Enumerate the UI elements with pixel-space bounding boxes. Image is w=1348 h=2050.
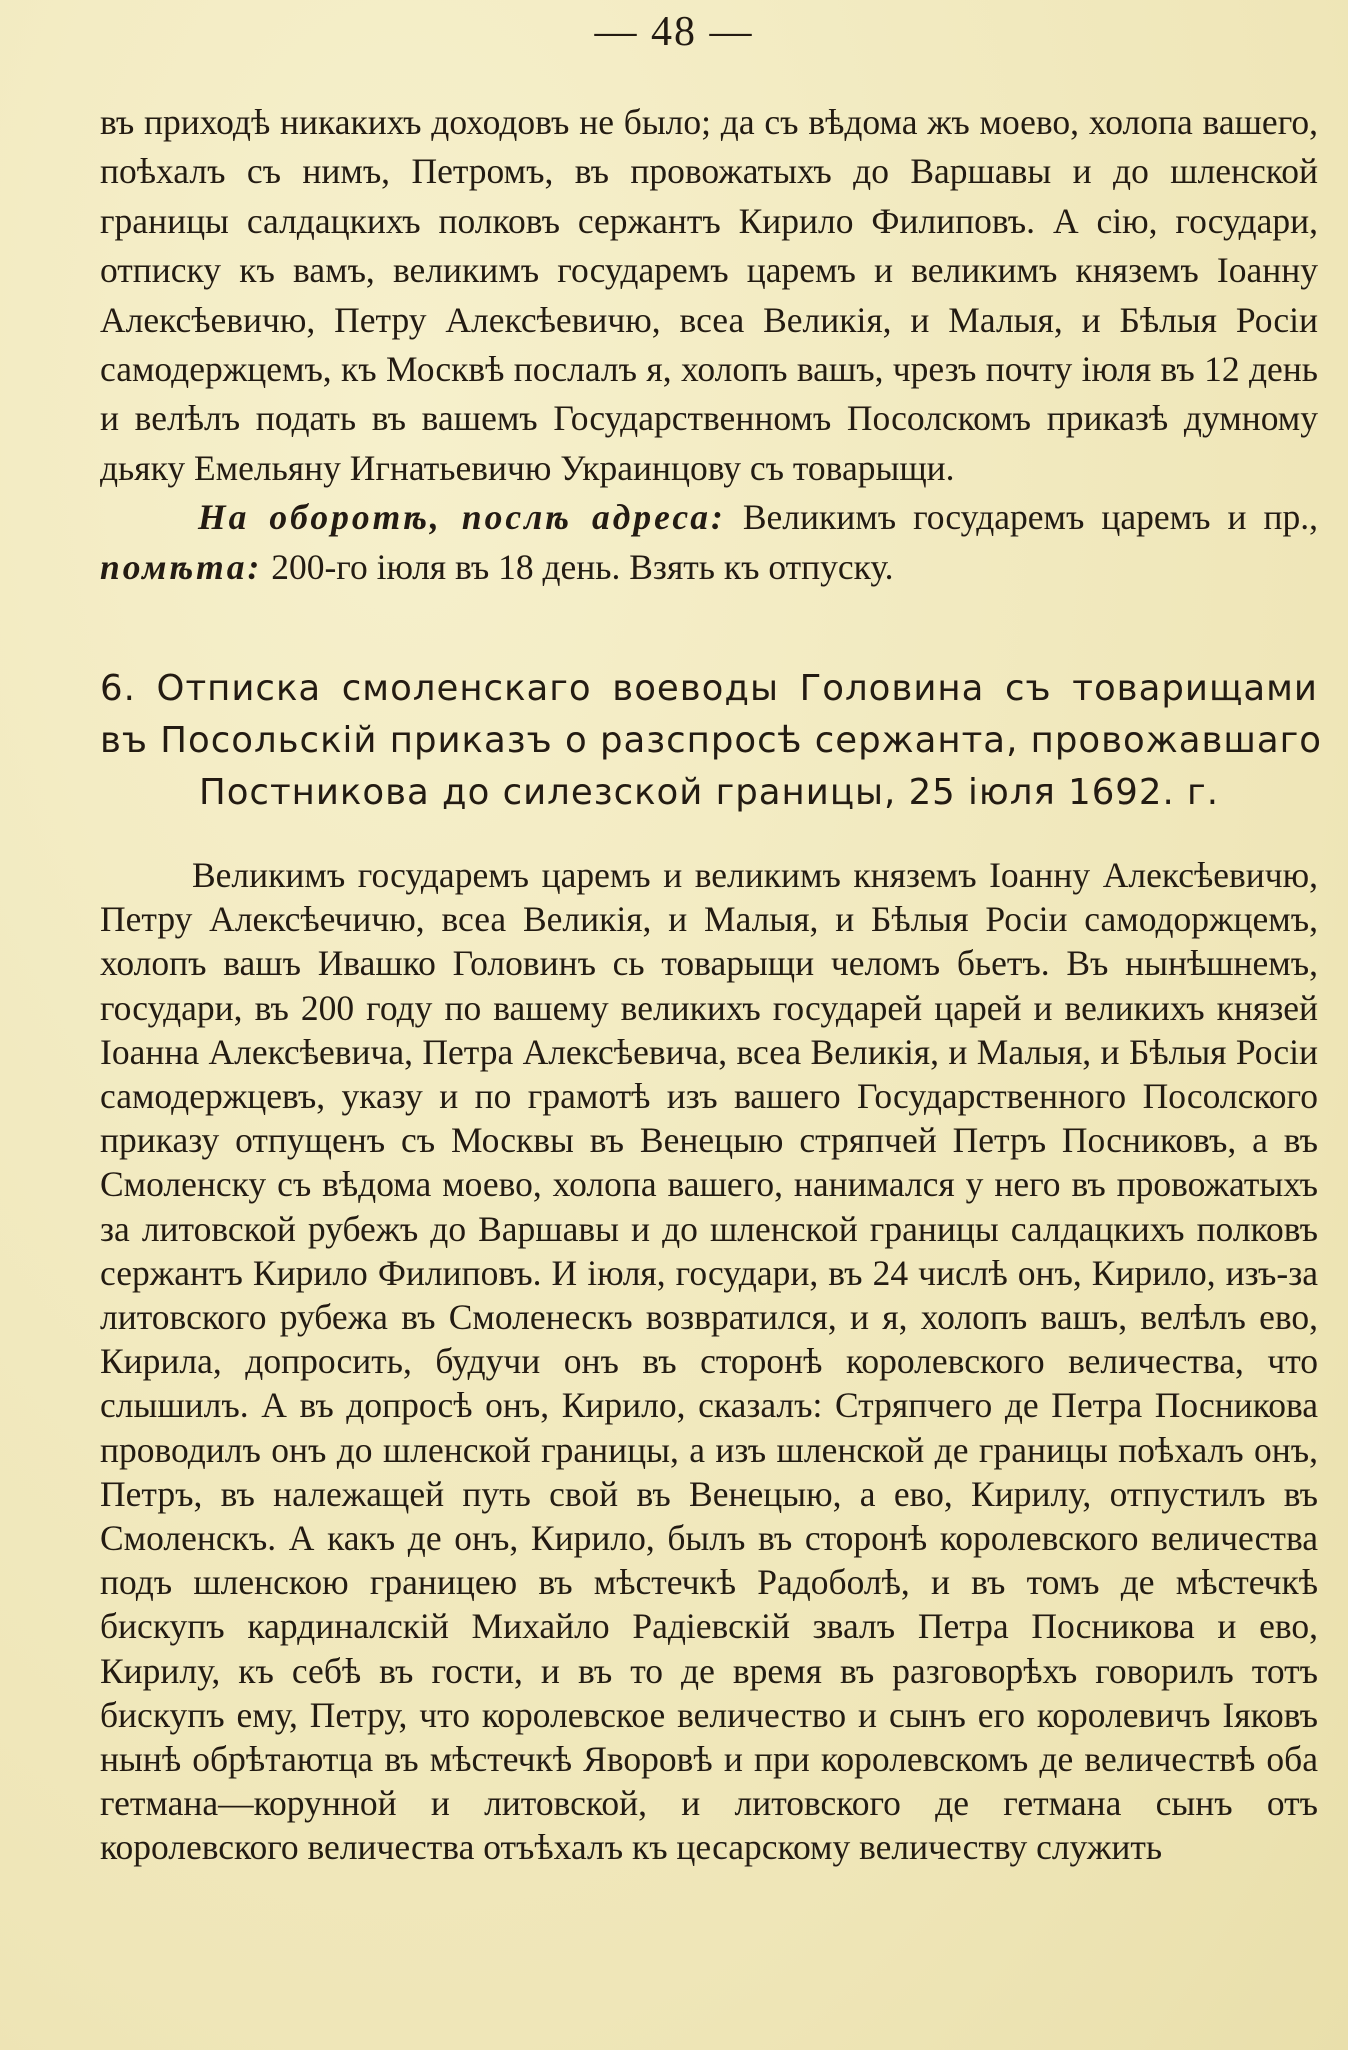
- top-text-block: [100, 98, 1318, 592]
- endorsement-note-label: помѣта:: [100, 546, 263, 587]
- page-number: — 48 —: [594, 9, 754, 55]
- endorsement-label: На оборотѣ, послѣ адреса:: [198, 497, 726, 538]
- body-text-block: [100, 853, 1318, 1870]
- paragraph: Великимъ государемъ царемъ и великимъ княземъ Іоанну Алексѣевичю, Петру Алексѣечичю, всеа Великія, и Малыя, и Бѣлыя Росіи самодоржцемъ, холопъ вашъ Ивашко Головинъ сь товарыщи челомъ бьетъ. Въ нынѣшнемъ, государи, въ 200 году по вашему великихъ государей царей и великихъ князей Іоанна Алексѣевича, Петра Алексѣевича, всеа Великія, и Малыя, и Бѣлыя Росіи самодержцевъ, указу и по грамотѣ изъ вашего Государственного Посолского приказу отпущенъ съ Москвы въ Венецыю стряпчей Петръ Посниковъ, а въ Смоленску съ вѣдома моево, холопа вашего, нанимался у него въ провожатыхъ за литовской рубежъ до Варшавы и до шленской границы салдацкихъ полковъ сержантъ Кирило Филиповъ. И іюля, государи, въ 24 числѣ онъ, Кирило, изъ-за литовского рубежа въ Смоленескъ возвратился, и я, холопъ вашъ, велѣлъ ево, Кирила, допросить, будучи онъ въ сторонѣ королевского величества, что слышилъ. А въ допросѣ онъ, Кирило, сказалъ: Стряпчего де Петра Посникова проводилъ онъ до шленской границы, а изъ шленской де границы поѣхалъ онъ, Петръ, въ належащей путь свой въ Венецыю, а ево, Кирилу, отпустилъ въ Смоленскъ. А какъ де онъ, Кирило, былъ въ сторонѣ королевского величества подъ шленскою границею въ мѣстечкѣ Радоболѣ, и въ томъ де мѣстечкѣ бискупъ кардиналскій Михайло Радіевскій звалъ Петра Посникова и ево, Кирилу, къ себѣ въ гости, и въ то де время въ разговорѣхъ говорилъ тотъ бискупъ ему, Петру, что королевское величество и сынъ его королевичъ Іяковъ нынѣ обрѣтаютца въ мѣстечкѣ Яворовѣ и при королевскомъ де величествѣ оба гетмана—корунной и литовской, и литовского де гетмана сынъ отъ королевского величества отъѣхалъ къ цесарскому величеству служить: [100, 855, 1318, 1868]
- heading-line: въ Посольскій приказъ о разспросѣ сержанта, провожавшаго: [100, 720, 1323, 761]
- section-heading: [100, 663, 1323, 819]
- heading-line: Постникова до силезской границы, 25 іюля 1692. г.: [199, 772, 1219, 813]
- endorsement-note-text: 200-го іюля въ 18 день. Взять къ отпуску.: [262, 546, 894, 587]
- paragraph: въ приходѣ никакихъ доходовъ не было; да съ вѣдома жъ моево, холопа вашего, поѣхалъ съ нимъ, Петромъ, въ провожатыхъ до Варшавы и до шленской границы салдацкихъ полковъ сержантъ Кирило Филиповъ. А сію, государи, отписку къ вамъ, великимъ государемъ царемъ и великимъ княземъ Іоанну Алексѣевичю, Петру Алексѣевичю, всеа Великія, и Малыя, и Бѣлыя Росіи самодержцемъ, къ Москвѣ послалъ я, холопъ вашъ, чрезъ почту іюля въ 12 день и велѣлъ подать въ вашемъ Государственномъ Посолскомъ приказѣ думному дьяку Емельяну Игнатьевичю Украинцову съ товарыщи.: [100, 102, 1318, 488]
- paragraph-endorsement: [100, 493, 1318, 592]
- endorsement-text: Великимъ государемъ царемъ и пр.,: [725, 497, 1318, 538]
- heading-line: 6. Отписка смоленскаго воеводы Головина съ товарищами: [100, 668, 1318, 709]
